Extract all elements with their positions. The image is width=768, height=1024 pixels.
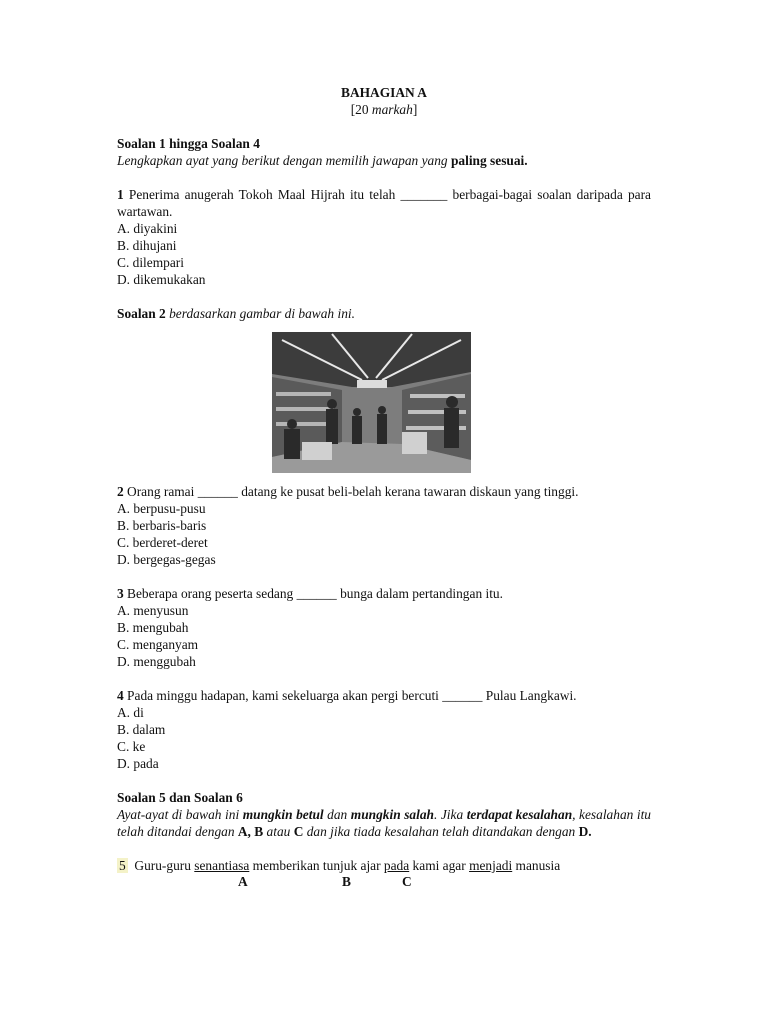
supermarket-photo	[272, 332, 471, 473]
q1-option-d: D. dikemukakan	[117, 272, 206, 287]
q3-option-a: A. menyusun	[117, 603, 189, 618]
exam-page	[117, 84, 651, 891]
question-5: 5 Guru-guru senantiasa memberikan tunjuk ajar pada kami agar menjadi manusia	[119, 858, 561, 873]
q3-option-c: C. menganyam	[117, 637, 199, 652]
question-4: 4 Pada minggu hadapan, kami sekeluarga akan pergi bercuti ______ Pulau Langkawi.	[117, 688, 577, 703]
question-2: 2 Orang ramai ______ datang ke pusat beli-belah kerana tawaran diskaun yang tinggi.	[117, 484, 579, 499]
q2-option-c: C. berderet-deret	[117, 535, 208, 550]
section1-instruction: Lengkapkan ayat yang berikut dengan memilih jawapan yang paling sesuai.	[117, 153, 528, 168]
marker-a: A	[238, 874, 248, 889]
q1-option-c: C. dilempari	[117, 255, 184, 270]
section2-instruction: Ayat-ayat di bawah ini mungkin betul dan mungkin salah. Jika terdapat kesalahan, kesalahan itu telah ditandai dengan A, B atau C dan jika tiada kesalahan telah ditandakan dengan D.	[117, 807, 651, 839]
q3-option-b: B. mengubah	[117, 620, 189, 635]
q4-option-a: A. di	[117, 705, 144, 720]
q2-option-b: B. berbaris-baris	[117, 518, 207, 533]
q3-option-d: D. menggubah	[117, 654, 196, 669]
section1-heading: Soalan 1 hingga Soalan 4	[117, 136, 260, 151]
q2-option-a: A. berpusu-pusu	[117, 501, 206, 516]
question-3: 3 Beberapa orang peserta sedang ______ bunga dalam pertandingan itu.	[117, 586, 503, 601]
q5-error-markers	[117, 874, 651, 891]
section-title: BAHAGIAN A	[341, 85, 427, 100]
question-1: 1 Penerima anugerah Tokoh Maal Hijrah itu telah _______ berbagai-bagai soalan daripada para wartawan.	[117, 187, 651, 219]
q1-option-b: B. dihujani	[117, 238, 177, 253]
marker-b: B	[342, 874, 351, 889]
q1-option-a: A. diyakini	[117, 221, 178, 236]
marks-label: [20 markah]	[350, 102, 418, 117]
q4-option-c: C. ke	[117, 739, 146, 754]
q4-option-d: D. pada	[117, 756, 159, 771]
q2-option-d: D. bergegas-gegas	[117, 552, 216, 567]
q4-option-b: B. dalam	[117, 722, 166, 737]
q2-intro: Soalan 2 berdasarkan gambar di bawah ini.	[117, 306, 355, 321]
marker-c: C	[402, 874, 412, 889]
section2-heading: Soalan 5 dan Soalan 6	[117, 790, 243, 805]
